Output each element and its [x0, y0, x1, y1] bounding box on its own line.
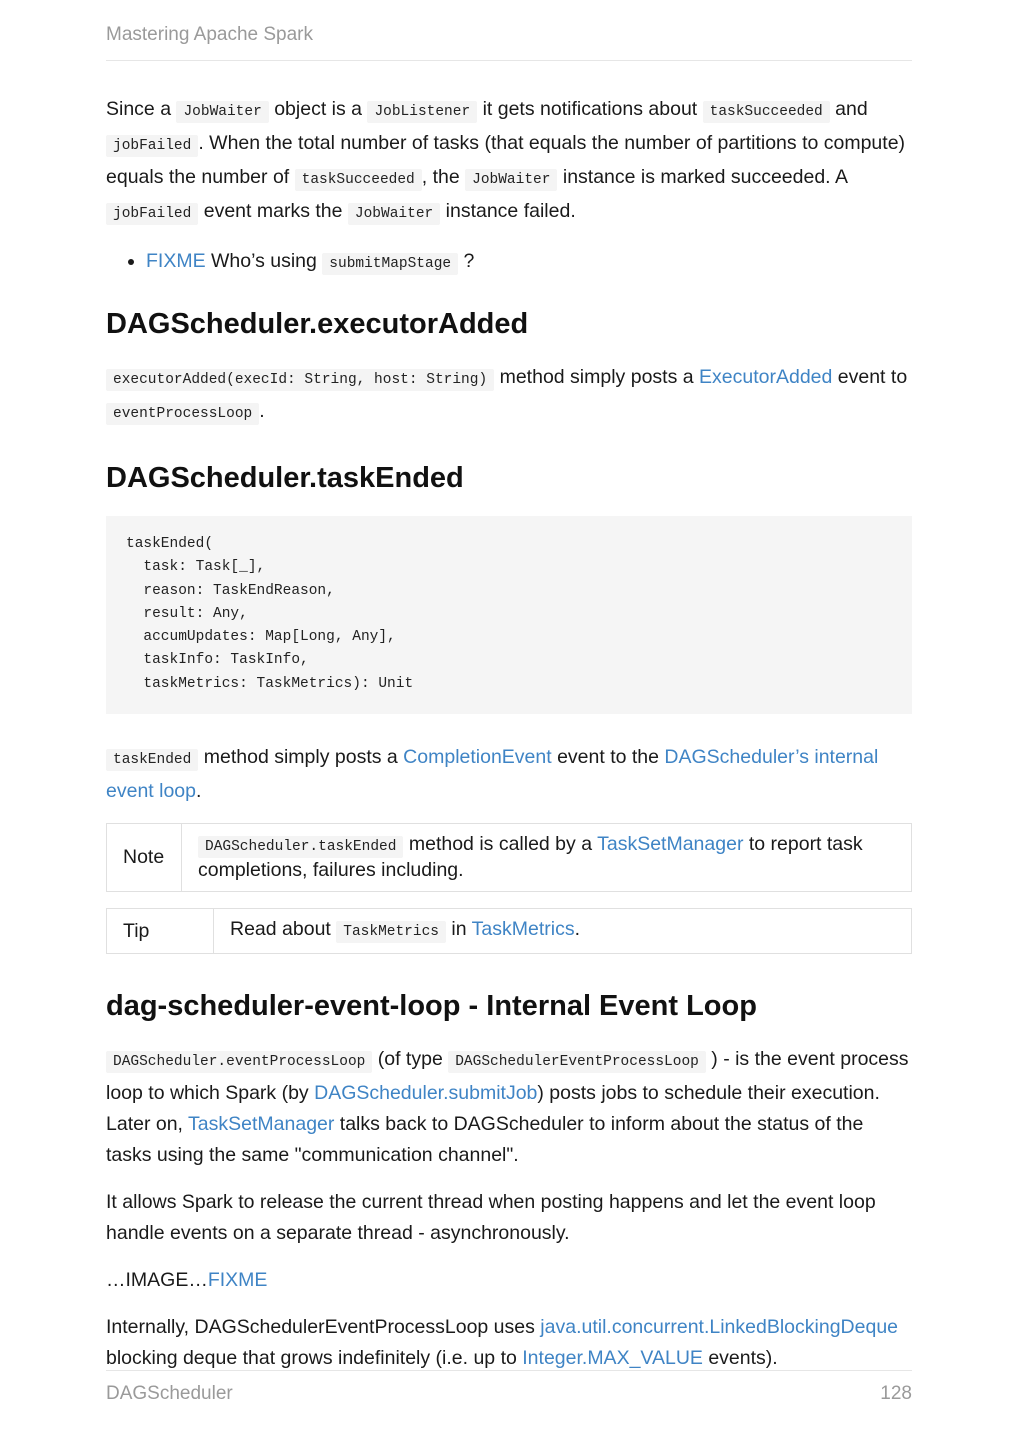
completionevent-link[interactable]: CompletionEvent: [403, 746, 552, 769]
tip-label: Tip: [107, 909, 214, 954]
paragraph-image-fixme: …IMAGE…FIXME: [106, 1269, 268, 1292]
executoradded-link[interactable]: ExecutorAdded: [699, 366, 833, 388]
code-jobfailed-2: jobFailed: [106, 203, 198, 225]
code-tasksucceeded-2: taskSucceeded: [295, 169, 422, 191]
page-content: [106, 94, 912, 1390]
running-footer: [106, 1370, 912, 1405]
paragraph-async: It allows Spark to release the current thread when posting happens and let the event loop handle events on a separate thread - asynchronously.: [106, 1191, 876, 1245]
code-executoradded-signature: executorAdded(execId: String, host: String): [106, 369, 494, 391]
code-jobfailed: jobFailed: [106, 135, 198, 157]
tasksetmanager-link-2[interactable]: TaskSetManager: [188, 1113, 335, 1136]
list-item: • FIXME Who’s using submitMapStage ?: [146, 246, 912, 280]
tasksetmanager-link[interactable]: TaskSetManager: [597, 833, 744, 856]
paragraph-eventprocessloop: DAGScheduler.eventProcessLoop (of type DAGSchedulerEventProcessLoop ) - is the event process loop to which Spark (by DAGScheduler.submitJob) posts jobs to schedule their execution. Later on, TaskSetManager talks back to DAGScheduler to inform about the status of the tasks using the same "communication channel".: [106, 1048, 909, 1167]
paragraph-jobwaiter: Since a JobWaiter object is a JobListener it gets notifications about taskSucceeded and jobFailed . When the total number of tasks (that equals the number of partitions to compute) equals the number of taskSucceeded , the JobWaiter instance is marked succeeded. A jobFailed event marks the JobWaiter instance failed.: [106, 94, 912, 230]
heading-taskended: DAGScheduler.taskEnded: [106, 462, 464, 494]
code-taskended: taskEnded: [106, 749, 198, 771]
heading-event-loop: dag-scheduler-event-loop - Internal Event Loop: [106, 990, 757, 1023]
tip-admonition: [106, 908, 912, 954]
fixme-link[interactable]: FIXME: [146, 250, 206, 272]
code-dagscheduler-taskended: DAGScheduler.taskEnded: [198, 836, 403, 858]
code-eventprocessloop: eventProcessLoop: [106, 403, 259, 425]
linkedblockingdeque-link[interactable]: java.util.concurrent.LinkedBlockingDeque: [540, 1316, 899, 1339]
code-jobwaiter-3: JobWaiter: [348, 203, 440, 225]
heading-executoradded: DAGScheduler.executorAdded: [106, 308, 529, 340]
code-jobwaiter: JobWaiter: [176, 101, 268, 123]
note-admonition: [106, 823, 912, 892]
code-dagschedulereventprocessloop: DAGSchedulerEventProcessLoop: [448, 1051, 706, 1073]
taskmetrics-link[interactable]: TaskMetrics: [471, 918, 575, 941]
paragraph-blocking-deque: Internally, DAGSchedulerEventProcessLoop uses java.util.concurrent.LinkedBlockingDeque blocking deque that grows indefinitely (i.e. up to Integer.MAX_VALUE events).: [106, 1316, 899, 1370]
note-body: DAGScheduler.taskEnded method is called by a TaskSetManager to report task completions, failures including.: [182, 824, 912, 892]
footer-section: DAGScheduler: [106, 1383, 233, 1404]
code-joblistener: JobListener: [367, 101, 477, 123]
code-block-taskended: taskEnded( task: Task[_], reason: TaskEndReason, result: Any, accumUpdates: Map[Long, Any], taskInfo: TaskInfo, taskMetrics: TaskMetrics): Unit: [106, 516, 912, 714]
submitjob-link[interactable]: DAGScheduler.submitJob: [314, 1082, 538, 1105]
code-jobwaiter-2: JobWaiter: [465, 169, 557, 191]
code-eventprocessloop-2: DAGScheduler.eventProcessLoop: [106, 1051, 372, 1073]
internal-event-loop-link[interactable]: DAGScheduler’s internal event loop: [106, 746, 879, 803]
code-tasksucceeded: taskSucceeded: [703, 101, 830, 123]
book-title: Mastering Apache Spark: [106, 24, 314, 45]
paragraph-taskended: taskEnded method simply posts a CompletionEvent event to the DAGScheduler’s internal event loop.: [106, 746, 879, 803]
bullet-list: [106, 246, 912, 280]
code-taskmetrics: TaskMetrics: [336, 921, 446, 943]
paragraph-executoradded: executorAdded(execId: String, host: String) method simply posts a ExecutorAdded event to eventProcessLoop .: [106, 362, 912, 430]
integer-max-value-link[interactable]: Integer.MAX_VALUE: [522, 1347, 703, 1370]
page-number: 128: [880, 1383, 912, 1404]
fixme-link-2[interactable]: FIXME: [207, 1269, 268, 1292]
running-header: [106, 24, 912, 61]
code-submitmapstage: submitMapStage: [322, 253, 458, 275]
tip-body: Read about TaskMetrics in TaskMetrics.: [214, 909, 912, 954]
note-label: Note: [107, 824, 182, 892]
